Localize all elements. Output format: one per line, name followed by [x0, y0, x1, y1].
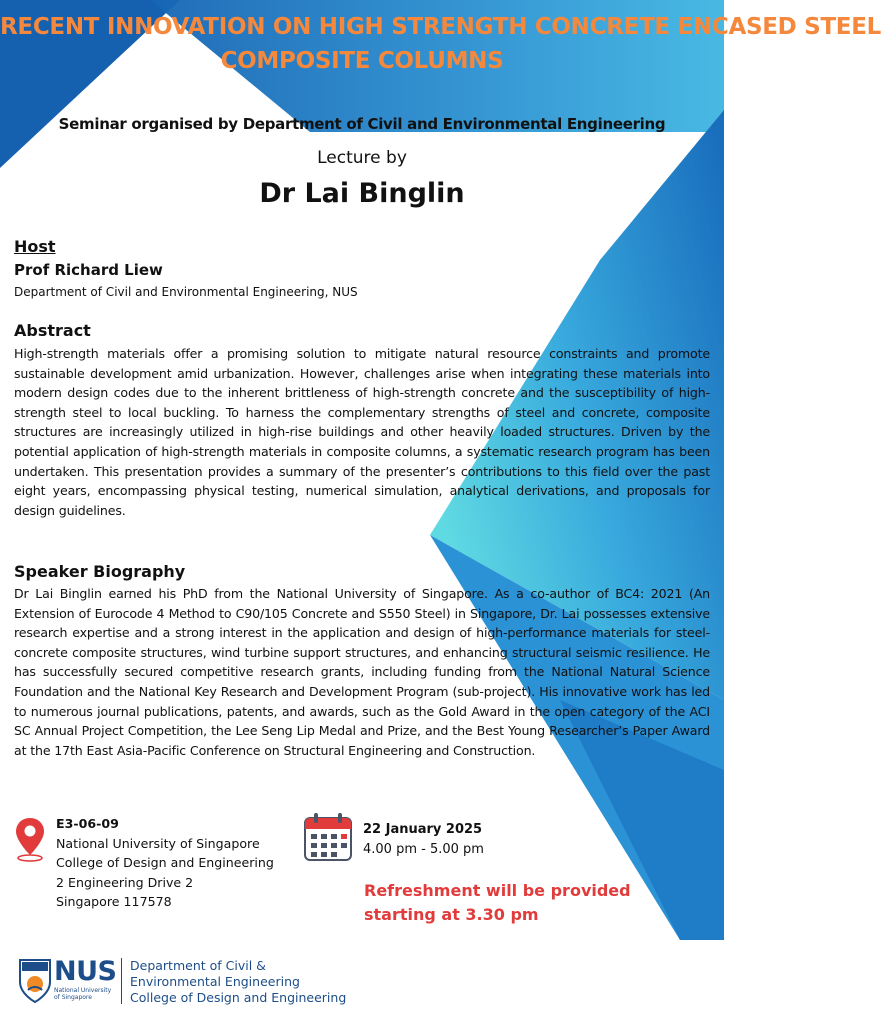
title-line-1: RECENT INNOVATION ON HIGH STRENGTH CONCRETE ENCASED STEEL: [0, 14, 881, 40]
nus-logo-subtitle: [54, 987, 116, 1001]
footer-department: [130, 958, 346, 1006]
location-pin-icon: [14, 816, 46, 862]
host-department: Department of Civil and Environmental Engineering, NUS: [14, 285, 358, 299]
event-datetime: [363, 820, 484, 860]
footer-dept-line-2: Environmental Engineering: [130, 974, 300, 989]
event-time: 4.00 pm - 5.00 pm: [363, 842, 484, 857]
biography-heading: Speaker Biography: [14, 562, 186, 581]
venue-line-4: Singapore 117578: [56, 894, 172, 909]
organiser-line: Seminar organised by Department of Civil and Environmental Engineering: [58, 115, 666, 133]
host-heading: Host: [14, 237, 56, 256]
venue-room: E3-06-09: [56, 816, 119, 831]
nus-logo-subtitle-line-1: National University: [54, 987, 112, 994]
footer-dept-line-3: College of Design and Engineering: [130, 990, 347, 1005]
biography-text: Dr Lai Binglin earned his PhD from the National University of Singapore. As a co-author of BC4: 2021 (An Extension of Eurocode 4 Method to C90/105 Concrete and S550 Steel) in Singapore, Dr. Lai possesses extensive research expertise and a strong interest in the application and design of high-performance materials for steel-concrete composite structures, wind turbine support structures, and enhancing structural seismic resilience. He has successfully secured competitive research grants, including funding from the National Natural Science Foundation and the National Key Research and Development Program (sub-project). His innovative work has led to numerous journal publications, patents, and awards, such as the Gold Award in the open category of the ACI SC Annual Project Competition, the Lee Seng Lip Medal and Prize, and the Best Young Researcher’s Paper Award at the 17th East Asia-Pacific Conference on Structural Engineering and Construction.: [14, 586, 710, 758]
event-date: 22 January 2025: [363, 822, 483, 837]
refreshment-line-1: Refreshment will be provided: [364, 881, 631, 900]
nus-logo-subtitle-line-2: of Singapore: [54, 994, 92, 1001]
venue-line-2: College of Design and Engineering: [56, 855, 274, 870]
refreshment-line-2: starting at 3.30 pm: [364, 905, 539, 924]
nus-logo: [54, 958, 116, 1001]
refreshment-note: [364, 879, 631, 927]
lecture-by-label: Lecture by: [317, 148, 407, 168]
venue-line-1: National University of Singapore: [56, 835, 260, 851]
speaker-name: Dr Lai Binglin: [259, 178, 465, 209]
title-line-2: COMPOSITE COLUMNS: [220, 48, 504, 74]
nus-crest-icon: [18, 958, 52, 1004]
logo-divider: [121, 958, 122, 1004]
nus-logo-word: NUS: [54, 956, 117, 987]
abstract-text: High-strength materials offer a promising solution to mitigate natural resource constraints and promote sustainable development amid urbanization. However, challenges arise when integrating these materials into modern design codes due to the inherent brittleness of high-strength concrete and the susceptibility of high-strength steel to local buckling. To harness the complementary strengths of steel and concrete, composite structures are increasingly utilized in high-rise buildings and other heavily loaded structures. Driven by the potential application of high-strength materials in composite columns, a systematic research program has been undertaken. This presentation provides a summary of the presenter’s contributions to this field over the past eight years, encompassing physical testing, numerical simulation, analytical derivations, and proposals for design guidelines.: [14, 346, 710, 518]
venue-line-3: 2 Engineering Drive 2: [56, 874, 194, 890]
calendar-icon: [303, 812, 353, 862]
host-name: Prof Richard Liew: [14, 261, 163, 279]
footer-dept-line-1: Department of Civil &: [130, 958, 266, 973]
seminar-title: [0, 10, 881, 78]
venue-address: [56, 814, 274, 912]
abstract-heading: Abstract: [14, 321, 91, 340]
